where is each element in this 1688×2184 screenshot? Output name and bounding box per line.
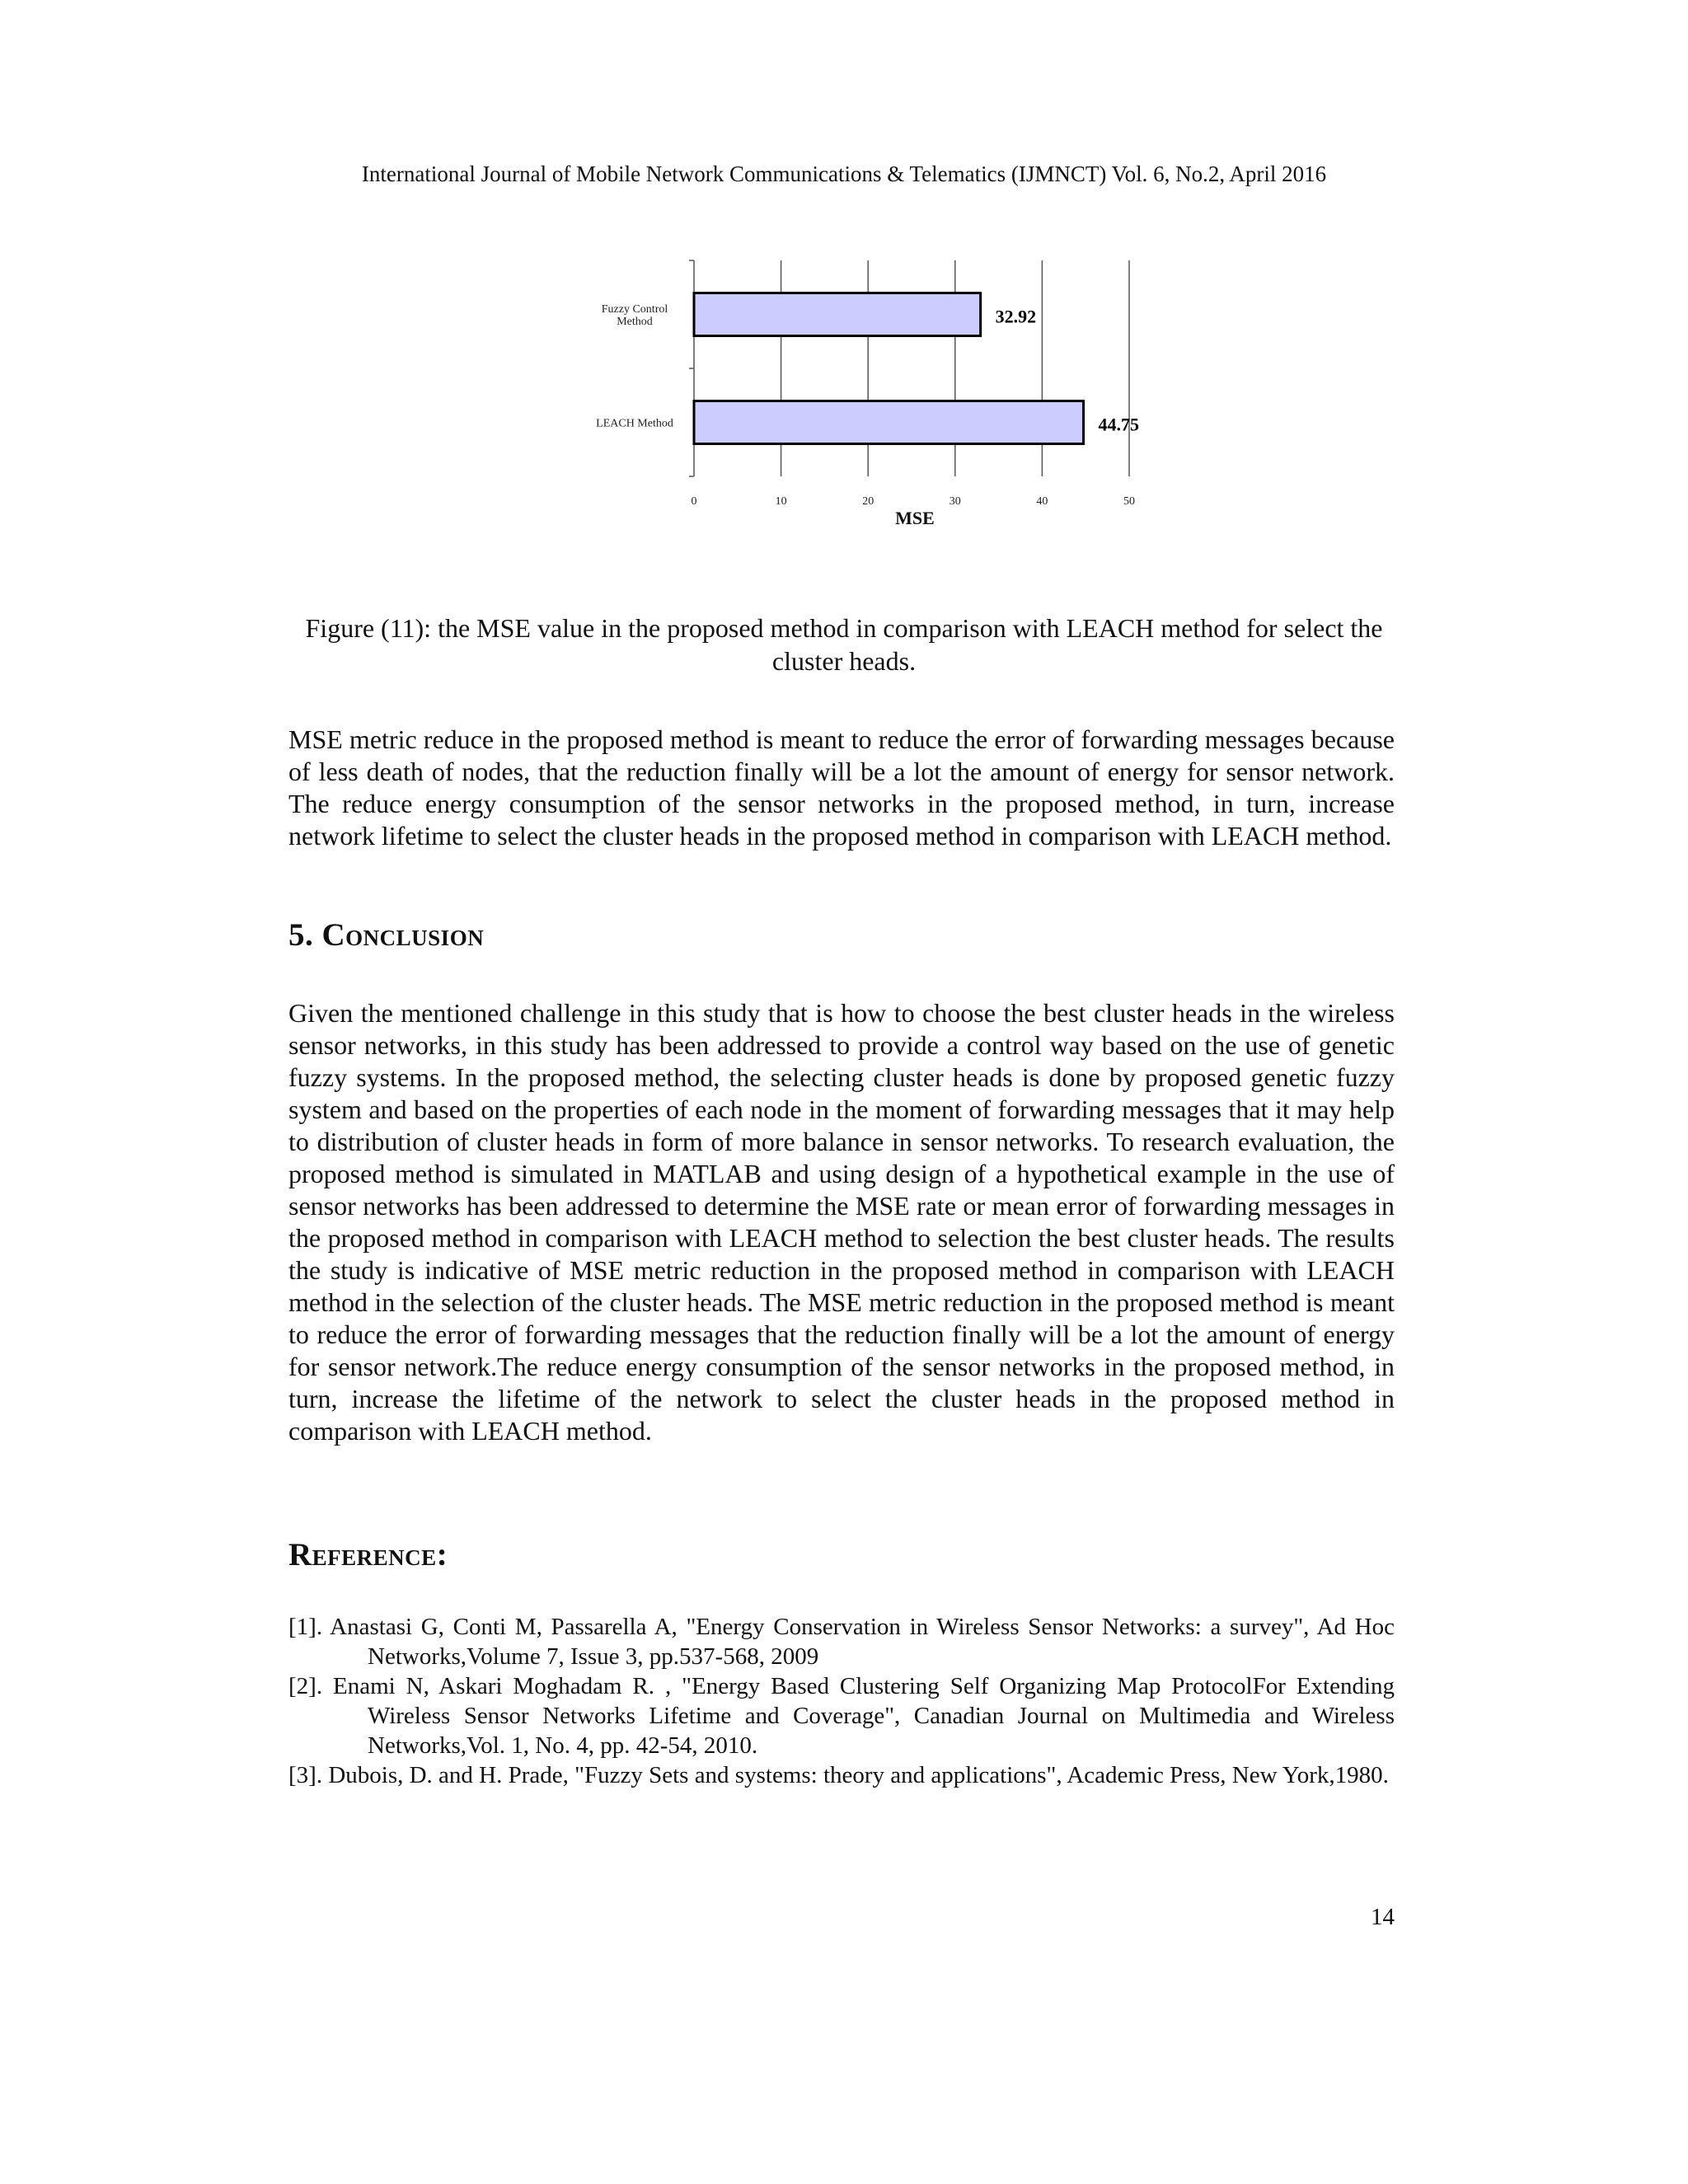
body-paragraph-1: MSE metric reduce in the proposed method is meant to reduce the error of forwarding messages because of less death of nodes, that the reduction finally will be a lot the amount of energy for sensor network. The reduce energy consumption of the sensor networks in the proposed method, in turn, increase network lifetime to select the cluster heads in the proposed method in comparison with LEACH method. xyxy=(288,724,1395,851)
data-label: 32.92 xyxy=(995,306,1037,327)
category-label: LEACH Method xyxy=(596,417,673,430)
data-label: 44.75 xyxy=(1098,414,1140,435)
section-heading-conclusion: 5. Conclusion xyxy=(288,917,485,953)
running-header: International Journal of Mobile Network Communications & Telematics (IJMNCT) Vol. 6, No.2, April 2016 xyxy=(361,162,1327,186)
bar xyxy=(694,293,981,336)
bar xyxy=(694,401,1084,444)
reference-item: [2]. Enami N, Askari Moghadam R. , "Energy Based Clustering Self Organizing Map ProtocolFor Extending Wireless Sensor Networks Lifetime and Coverage", Canadian Journal on Multimedia and Wireless Networks,Vol. 1, No. 4, pp. 42-54, 2010. xyxy=(288,1673,1395,1759)
section-heading-references: Reference: xyxy=(288,1537,448,1572)
x-tick-label: 10 xyxy=(775,495,787,508)
body-paragraph-conclusion: Given the mentioned challenge in this study that is how to choose the best cluster heads in the wireless sensor networks, in this study has been addressed to provide a control way based on the use of genetic fuzzy systems. In the proposed method, the selecting cluster heads is done by proposed genetic fuzzy system and based on the properties of each node in the moment of forwarding messages that it may help to distribution of cluster heads in form of more balance in sensor networks. To research evaluation, the proposed method is simulated in MATLAB and using design of a hypothetical example in the use of sensor networks has been addressed to determine the MSE rate or mean error of forwarding messages in the proposed method in comparison with LEACH method to selection the best cluster heads. The results the study is indicative of MSE metric reduction in the proposed method in comparison with LEACH method in the selection of the cluster heads. The MSE metric reduction in the proposed method is meant to reduce the error of forwarding messages that the reduction finally will be a lot the amount of energy for sensor network.The reduce energy consumption of the sensor networks in the proposed method, in turn, increase the lifetime of the network to select the cluster heads in the proposed method in comparison with LEACH method. xyxy=(288,998,1395,1446)
reference-item: [3]. Dubois, D. and H. Prade, "Fuzzy Sets and systems: theory and applications", Academic Press, New York,1980. xyxy=(288,1762,1389,1788)
x-tick-label: 50 xyxy=(1123,495,1135,508)
x-tick-label: 30 xyxy=(949,495,961,508)
figure-caption: Figure (11): the MSE value in the proposed method in comparison with LEACH method for select the cluster heads. xyxy=(305,613,1383,676)
x-tick-label: 0 xyxy=(691,495,697,508)
reference-list xyxy=(288,1612,1395,1790)
category-label: Method xyxy=(617,316,653,328)
x-tick-label: 20 xyxy=(862,495,874,508)
x-axis-label: MSE xyxy=(895,508,935,528)
mse-bar-chart xyxy=(0,0,1688,560)
category-label: Fuzzy Control xyxy=(601,303,668,316)
reference-item: [1]. Anastasi G, Conti M, Passarella A, "Energy Conservation in Wireless Sensor Networks: a survey", Ad Hoc Networks,Volume 7, Issue 3, pp.537-568, 2009 xyxy=(288,1614,1395,1670)
page-number: 14 xyxy=(1371,1904,1395,1930)
x-tick-label: 40 xyxy=(1036,495,1048,508)
